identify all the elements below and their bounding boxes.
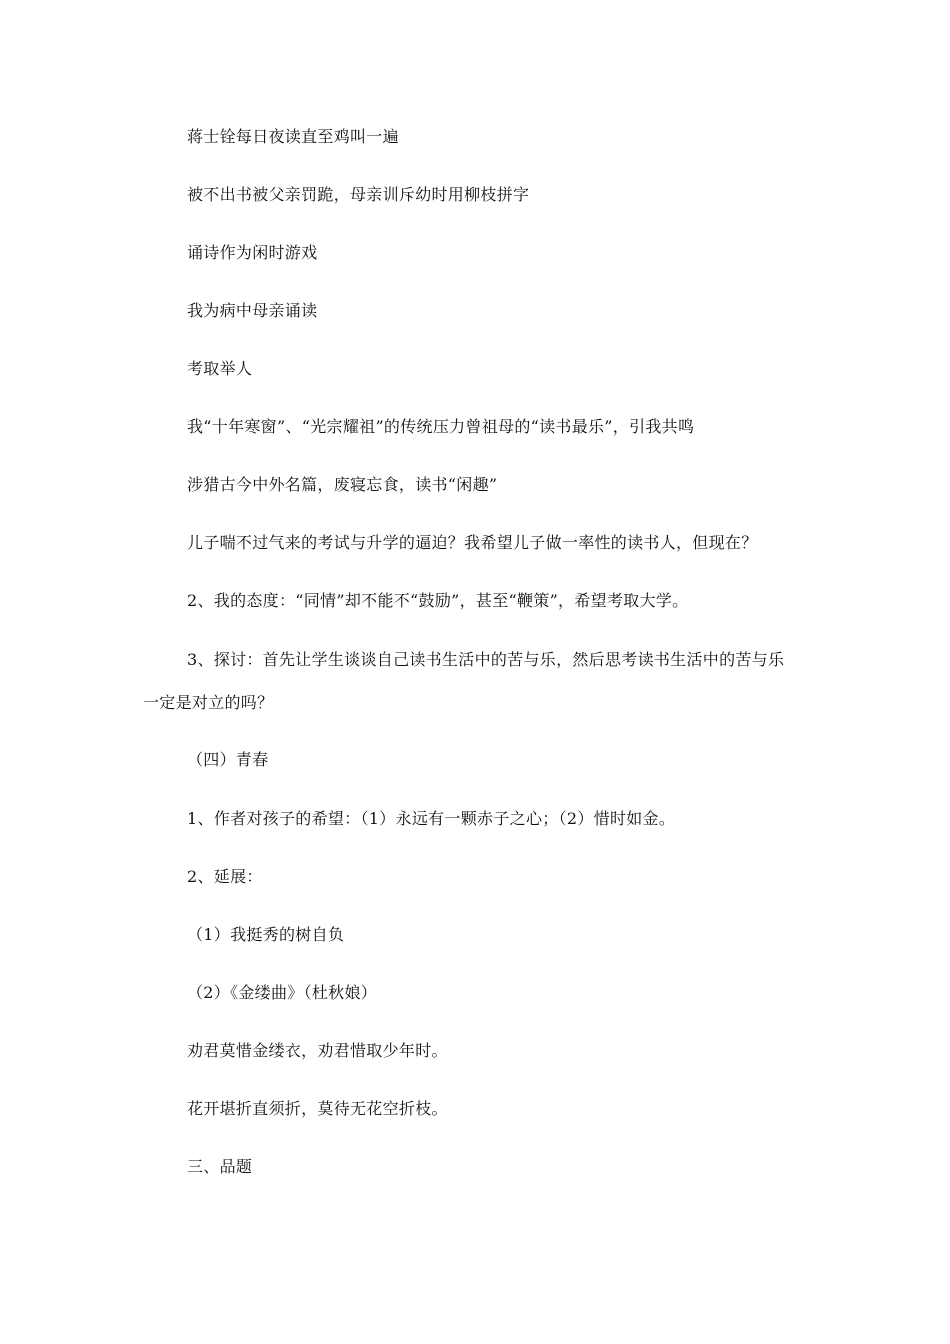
paragraph-line: 诵诗作为闲时游戏: [187, 243, 318, 262]
paragraph-line: 2、我的态度：“同情”却不能不“鼓励”，甚至“鞭策”，希望考取大学。: [187, 591, 689, 610]
section-heading: 三、品题: [187, 1157, 253, 1176]
paragraph-line: （2）《金缕曲》（杜秋娘）: [187, 983, 378, 1002]
paragraph-line: 蒋士铨每日夜读直至鸡叫一遍: [187, 127, 399, 146]
paragraph-line: 2、延展：: [187, 867, 263, 886]
paragraph-line: 被不出书被父亲罚跪，母亲训斥幼时用柳枝拼字: [187, 185, 530, 204]
paragraph-line: 考取举人: [187, 359, 253, 378]
poem-line: 花开堪折直须折，莫待无花空折枝。: [187, 1099, 448, 1118]
paragraph-line: 我为病中母亲诵读: [187, 301, 318, 320]
paragraph-line: 涉猎古今中外名篇，废寝忘食，读书“闲趣”: [187, 475, 498, 494]
paragraph-line: （1）我挺秀的树自负: [187, 925, 345, 944]
paragraph-line: 儿子喘不过气来的考试与升学的逼迫？我希望儿子做一率性的读书人，但现在？: [187, 533, 758, 552]
paragraph-line: 3、探讨：首先让学生谈谈自己读书生活中的苦与乐，然后思考读书生活中的苦与乐: [187, 650, 785, 669]
paragraph-line-continuation: 一定是对立的吗？: [143, 693, 274, 712]
section-heading: （四）青春: [187, 750, 269, 769]
poem-line: 劝君莫惜金缕衣，劝君惜取少年时。: [187, 1041, 448, 1060]
paragraph-line: 1、作者对孩子的希望：（1）永远有一颗赤子之心；（2）惜时如金。: [187, 809, 676, 828]
paragraph-line: 我“十年寒窗”、“光宗耀祖”的传统压力曾祖母的“读书最乐”，引我共鸣: [187, 417, 695, 436]
